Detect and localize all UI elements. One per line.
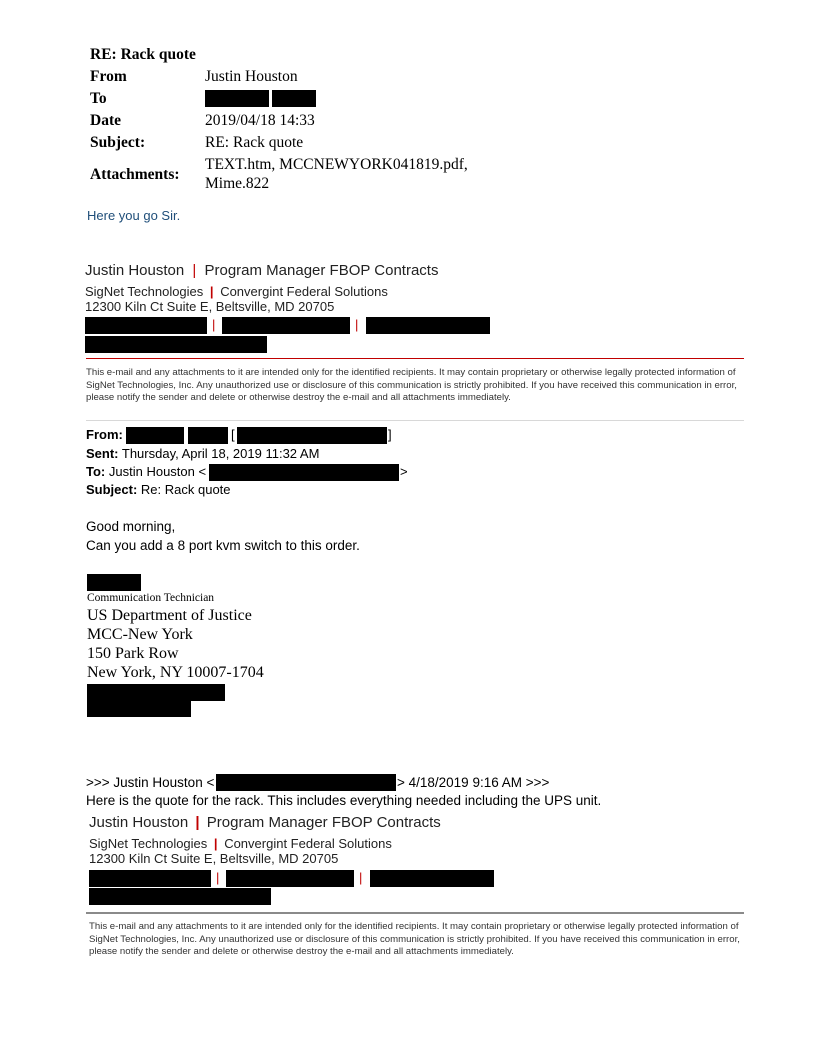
signature-name-line: [89, 814, 441, 831]
signature-separator: |: [209, 284, 214, 299]
header-label-from: From: [90, 68, 127, 85]
redaction-box: [126, 427, 184, 444]
reply-body: Here you go Sir.: [87, 208, 181, 223]
redaction-box: [85, 336, 267, 353]
divider: [86, 358, 744, 359]
signature-separator: |: [355, 317, 359, 332]
forward-sent-line: [86, 446, 319, 461]
signature-company-line: [85, 284, 388, 299]
divider: [86, 420, 744, 421]
message-greeting: Good morning,: [86, 519, 176, 534]
signature-role: Program Manager FBOP Contracts: [206, 814, 441, 831]
redaction-box: [188, 427, 228, 444]
redaction-box: [216, 774, 396, 791]
signature-street: 150 Park Row: [87, 645, 179, 662]
signature-company-line: [89, 836, 392, 851]
bracket-close: ]: [388, 427, 392, 442]
redaction-box: [222, 317, 350, 334]
header-label-subject: Subject:: [90, 134, 146, 151]
redaction-box: [366, 317, 490, 334]
redaction-box: [85, 317, 207, 334]
signature-role: Program Manager FBOP Contracts: [204, 262, 439, 279]
redaction-box: [87, 700, 191, 717]
redaction-box: [272, 90, 316, 107]
signature-title: Communication Technician: [87, 592, 215, 604]
quoted-body: Here is the quote for the rack. This includes everything needed including the UPS unit.: [86, 793, 602, 808]
forward-sent-value: Thursday, April 18, 2019 11:32 AM: [121, 446, 320, 461]
header-value-date: 2019/04/18 14:33: [205, 112, 315, 129]
redaction-box: [89, 870, 211, 887]
redaction-box: [209, 464, 399, 481]
redaction-box: [89, 888, 271, 905]
header-value-from: Justin Houston: [205, 68, 298, 85]
signature-name: Justin Houston: [85, 262, 185, 279]
signature-separator: |: [213, 836, 218, 851]
forward-from-line: [86, 427, 123, 442]
forward-to-label: To:: [86, 464, 106, 479]
header-label-to: To: [90, 90, 107, 107]
signature-address: 12300 Kiln Ct Suite E, Beltsville, MD 20705: [85, 299, 335, 314]
attachment-list-line1[interactable]: TEXT.htm, MCCNEWYORK041819.pdf,: [205, 156, 468, 173]
signature-name-line: [85, 262, 438, 279]
redaction-box: [205, 90, 269, 107]
signature-org: US Department of Justice: [87, 607, 252, 624]
bracket-open: [: [231, 427, 235, 442]
forward-subject-value: Re: Rack quote: [140, 482, 231, 497]
forward-subject-line: [86, 482, 231, 497]
disclaimer-text: This e-mail and any attachments to it are intended only for the identified recipients. It may contain proprietary or otherwise legally protected information of SigNet Technologies, Inc. Any unauthorized use or disclosure of this communication is strictly prohibited. If you have received this communication in error, please notify the sender and delete or otherwise destroy the e-mail and all attachments immediately.: [89, 921, 740, 957]
header-label-attachments: Attachments:: [90, 166, 180, 183]
quoted-header-prefix: >>> Justin Houston <: [86, 775, 215, 790]
header-value-subject: RE: Rack quote: [205, 134, 304, 151]
disclaimer-text: This e-mail and any attachments to it are intended only for the identified recipients. It may contain proprietary or otherwise legally protected information of SigNet Technologies, Inc. Any unauthorized use or disclosure of this communication is strictly prohibited. If you have received this communication in error, please notify the sender and delete or otherwise destroy the e-mail and all attachments immediately.: [86, 367, 737, 403]
forward-to-value: Justin Houston <: [108, 464, 207, 479]
signature-separator: |: [195, 814, 200, 831]
signature-separator: |: [216, 870, 220, 885]
signature-company2: Convergint Federal Solutions: [224, 836, 392, 851]
forward-from-label: From:: [86, 427, 123, 442]
attachment-list-line2[interactable]: Mime.822: [205, 175, 270, 192]
signature-address: 12300 Kiln Ct Suite E, Beltsville, MD 20705: [89, 851, 339, 866]
forward-to-line: [86, 464, 206, 479]
redaction-box: [226, 870, 354, 887]
signature-facility: MCC-New York: [87, 626, 193, 643]
forward-sent-label: Sent:: [86, 446, 119, 461]
signature-company: SigNet Technologies: [89, 836, 208, 851]
forward-to-close: >: [400, 464, 408, 479]
email-title: RE: Rack quote: [90, 46, 196, 63]
header-label-date: Date: [90, 112, 121, 129]
signature-separator: |: [192, 262, 197, 279]
signature-company2: Convergint Federal Solutions: [220, 284, 388, 299]
signature-name: Justin Houston: [89, 814, 189, 831]
divider: [86, 912, 744, 914]
quoted-header-suffix: > 4/18/2019 9:16 AM >>>: [397, 775, 550, 790]
redaction-box: [87, 684, 225, 701]
redaction-box: [237, 427, 387, 444]
redaction-box: [87, 574, 141, 591]
forward-subject-label: Subject:: [86, 482, 138, 497]
redaction-box: [370, 870, 494, 887]
signature-separator: |: [359, 870, 363, 885]
signature-company: SigNet Technologies: [85, 284, 204, 299]
signature-separator: |: [212, 317, 216, 332]
message-body: Can you add a 8 port kvm switch to this order.: [86, 538, 360, 553]
signature-city: New York, NY 10007-1704: [87, 664, 264, 681]
